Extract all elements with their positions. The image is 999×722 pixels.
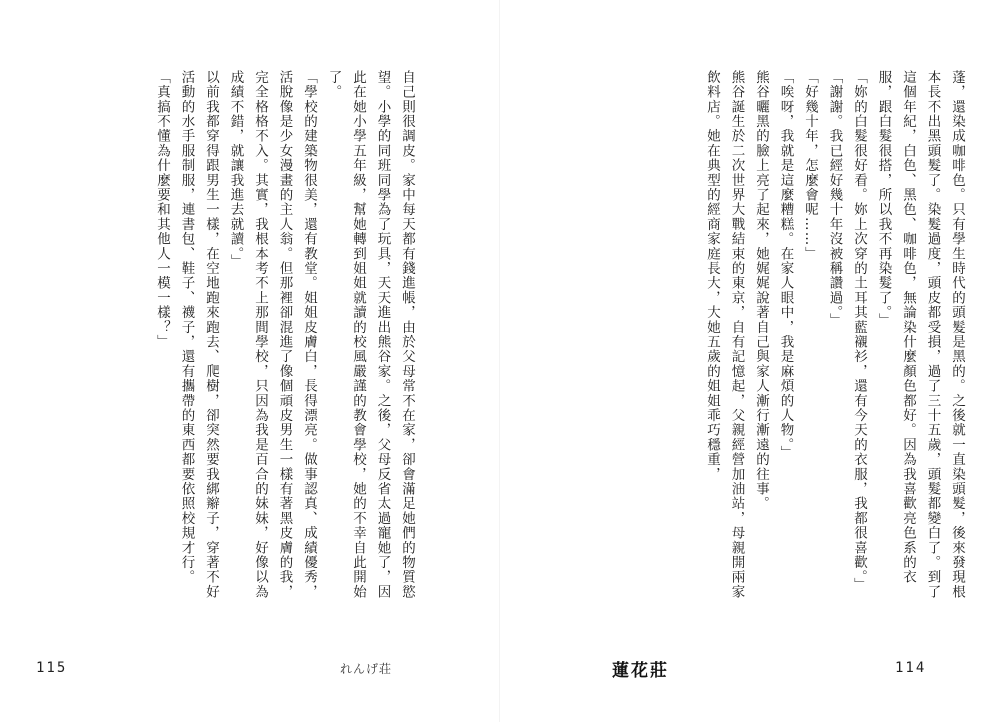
book-title-logo: 蓮花莊 <box>612 661 669 681</box>
right-paragraph-6: 熊谷曬黑的臉上亮了起來，她娓娓說著自己與家人漸行漸遠的往事。 <box>753 70 769 511</box>
right-paragraph-1: 蓬，還染成咖啡色。只有學生時代的頭髮是黑的。之後就一直染頭髮，後來發現根本長不出黑頭髮了。染髮過度，頭皮都受損，過了三十五歲，頭髮都變白了。到了這個年紀，白色、黑色、咖啡色，無論染什麼顏色都好。因為我喜歡亮色系的衣服，跟白髮很搭，所以我不再染髮了。」 <box>875 70 965 600</box>
right-paragraph-3: 「謝謝。我已經好幾十年沒被稱讚過。」 <box>826 70 843 328</box>
right-page-text <box>520 70 969 600</box>
page-number-left: 115 <box>36 660 68 676</box>
right-paragraph-2: 「妳的白髮很好看。妳上次穿的土耳其藍襯衫，還有今天的衣服，我都很喜歡。」 <box>851 70 867 593</box>
right-paragraph-7: 熊谷誕生於二次世界大戰結束的東京，自有記憶起，父親經營加油站，母親開兩家飲料店。她在典型的經商家庭長大，大她五歲的姐姐乖巧穩重， <box>704 70 745 600</box>
right-paragraph-5: 「唉呀，我就是這麼糟糕。在家人眼中，我是麻煩的人物。」 <box>777 70 794 461</box>
left-paragraph-2: 「學校的建築物很美，還有教堂。姐姐皮膚白，長得漂亮。做事認真、成績優秀，活脫像是少女漫畫的主人翁。但那裡卻混進了像個頑皮男生一樣有著黑皮膚的我，完全格格不入。其實，我根本考不上那間學校，只因為我是百合的妹妹，好像以為成績不錯，就讓我進去就讀。」 <box>227 70 317 600</box>
left-page-text <box>40 70 419 600</box>
page-number-right: 114 <box>895 660 927 676</box>
left-paragraph-1: 自己則很調皮。家中每天都有錢進帳，由於父母常不在家，卻會滿足她們的物質慾望。小學的同班同學為了玩具，天天進出熊谷家。之後，父母反省太過寵她了，因此在她小學五年級，幫她轉到姐姐就讀的校風嚴謹的教會學校，她的不幸自此開始了。 <box>325 70 415 600</box>
right-page <box>500 0 999 722</box>
left-paragraph-4: 「真搞不懂為什麼要和其他人一模一樣？」 <box>154 70 170 350</box>
left-page <box>0 0 499 722</box>
left-paragraph-3: 以前我都穿得跟男生一樣，在空地跑來跑去、爬樹，卻突然要我綁辮子，穿著不好活動的水手服制服，連書包、鞋子、襪子，還有攜帶的東西都要依照校規才行。 <box>178 70 219 600</box>
running-head: れんげ荘 <box>340 662 393 676</box>
right-paragraph-4: 「好幾十年，怎麼會呢……」 <box>802 70 818 262</box>
